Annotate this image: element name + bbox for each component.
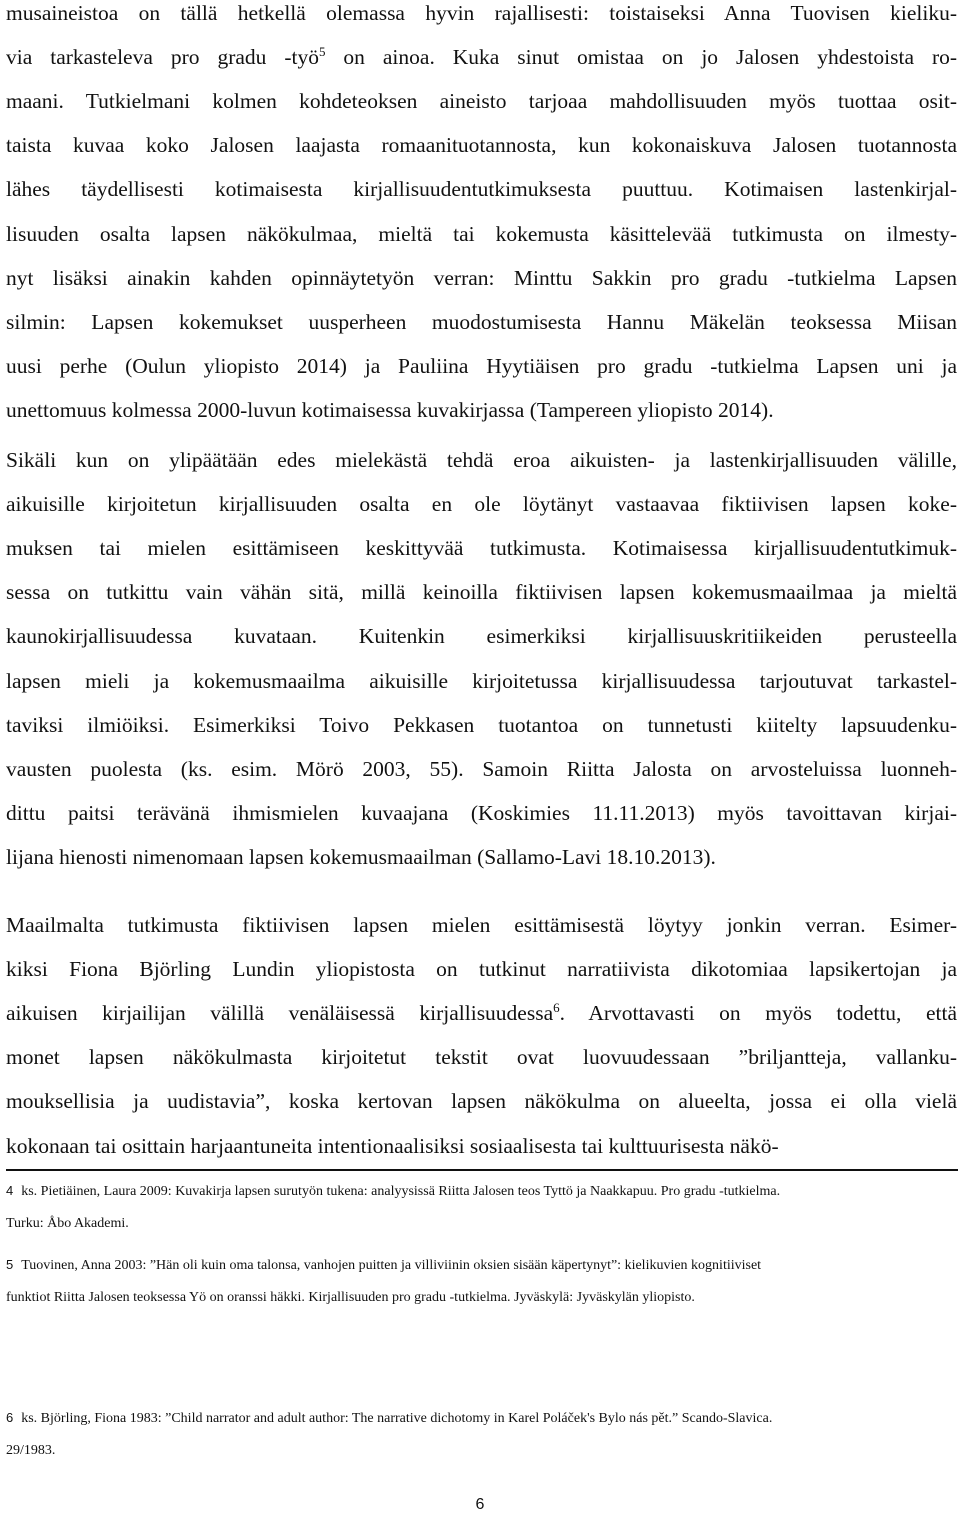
text-segment: taista kuvaa koko Jalosen laajasta romaanituotannosta, kun kokonaiskuva Jalosen tuotannosta: [6, 133, 957, 158]
page-number: 6: [475, 1496, 485, 1513]
text-line: [6, 756, 957, 782]
footnote-reference: 6: [553, 1000, 560, 1016]
text-line: [6, 221, 957, 247]
text-line: [6, 88, 957, 114]
text-line: [6, 176, 957, 202]
text-segment: monet lapsen näkökulmasta kirjoitetut tekstit ovat luovuudessaan ”briljantteja, vallanku-: [6, 1045, 957, 1070]
text-segment: Maailmalta tutkimusta fiktiivisen lapsen mielen esittämisestä löytyy jonkin verran. Esimer-: [6, 913, 957, 937]
text-line: [6, 535, 957, 561]
text-segment: Sikäli kun on ylipäätään edes mielekästä tehdä eroa aikuisten- ja lastenkirjallisuuden välille,: [6, 448, 957, 472]
text-segment: mouksellisia ja uudistavia”, koska kertovan lapsen näkökulma on alueelta, jossa ei olla vielä: [6, 1089, 957, 1114]
text-segment: . Arvottavasti on myös todettu, että: [559, 1001, 958, 1026]
text-line: [6, 712, 957, 738]
text-segment: taviksi ilmiöiksi. Esimerkiksi Toivo Pekkasen tuotantoa on tunnetusti kiitelty lapsuudenku-: [6, 712, 957, 737]
text-segment: lijana hienosti nimenomaan lapsen kokemusmaailman (Sallamo-Lavi 18.10.2013).: [6, 844, 716, 869]
footnote-text: ks. Pietiäinen, Laura 2009: Kuvakirja lapsen surutyön tukena: analyysissä Riitta Jalosen teos Tyttö ja Naakkapuu. Pro gradu -tutkielma.: [21, 1184, 781, 1199]
text-segment: kaunokirjallisuudessa kuvataan. Kuitenkin esimerkiksi kirjallisuuskritiikeiden perusteella: [6, 624, 957, 649]
text-segment: silmin: Lapsen kokemukset uusperheen muodostumisesta Hannu Mäkelän teoksessa Miisan: [6, 309, 957, 334]
footnote-separator: [6, 1169, 958, 1171]
footnote-reference: 5: [318, 43, 326, 59]
footnote-line: [6, 1289, 957, 1307]
text-segment: unettomuus kolmessa 2000-luvun kotimaisessa kuvakirjassa (Tampereen yliopisto 2014).: [6, 397, 774, 422]
footnote-line: [6, 1215, 957, 1233]
text-segment: kokonaan tai osittain harjaantuneita intentionaalisiksi sosiaalisesta tai kulttuurisesta näkö-: [6, 1133, 779, 1158]
text-segment: dittu paitsi terävänä ihmismielen kuvaajana (Koskimies 11.11.2013) myös tavoittavan kirjai-: [6, 800, 957, 825]
text-segment: sessa on tutkittu vain vähän sitä, millä keinoilla fiktiivisen lapsen kokemusmaailmaa ja mieltä: [6, 580, 957, 605]
text-segment: lähes täydellisesti kotimaisesta kirjallisuudentutkimuksesta puuttuu. Kotimaisen lastenkirjal-: [6, 177, 957, 202]
text-line: [6, 1000, 957, 1026]
text-line: [6, 1044, 957, 1070]
text-line: [6, 844, 957, 870]
footnote-line: [6, 1409, 957, 1428]
text-line: [6, 668, 957, 694]
text-line: [6, 956, 957, 982]
text-segment: maani. Tutkielmani kolmen kohdeteoksen aineisto tarjoaa mahdollisuuden myös tuottaa osit-: [6, 89, 957, 114]
text-segment: uusi perhe (Oulun yliopisto 2014) ja Pauliina Hyytiäisen pro gradu -tutkielma Lapsen uni ja: [6, 353, 957, 378]
text-line: [6, 912, 957, 938]
text-segment: muksen tai mielen esittämiseen keskittyvää tutkimusta. Kotimaisessa kirjallisuudentutkimuk-: [6, 536, 957, 561]
text-segment: nyt lisäksi ainakin kahden opinnäytetyön verran: Minttu Sakkin pro gradu -tutkielma Lapsen: [6, 265, 957, 290]
text-line: [6, 491, 957, 517]
footnote-text: Tuovinen, Anna 2003: ”Hän oli kuin oma talonsa, vanhojen puitten ja villiviinin oksien sisään käpertynyt”: kielikuvien kognitiiviset: [21, 1258, 762, 1273]
text-line: [6, 1133, 957, 1159]
text-line: [6, 0, 957, 26]
footnote-text: 29/1983.: [6, 1443, 56, 1458]
text-segment: aikuisille kirjoitetun kirjallisuuden osalta en ole löytänyt vastaavaa fiktiivisen lapsen koke-: [6, 492, 957, 517]
text-segment: via tarkasteleva pro gradu -työ: [6, 45, 319, 70]
footnote-text: ks. Björling, Fiona 1983: ”Child narrator and adult author: The narrative dichotomy in Karel Poláček's Bylo nás pět.” Scando-Slavica.: [21, 1411, 773, 1426]
footnote-number: 5: [6, 1257, 14, 1272]
text-line: [6, 265, 957, 291]
text-line: [6, 623, 957, 649]
text-segment: kiksi Fiona Björling Lundin yliopistosta on tutkinut narratiivista dikotomiaa lapsikertojan ja: [6, 957, 957, 982]
text-segment: on ainoa. Kuka sinut omistaa on jo Jalosen yhdestoista ro-: [325, 45, 958, 70]
footnote-text: funktiot Riitta Jalosen teoksessa Yö on oranssi häkki. Kirjallisuuden pro gradu -tutkielma. Jyväskylä: Jyväskylän yliopisto.: [6, 1290, 695, 1305]
text-line: [6, 397, 957, 423]
footnote-number: 4: [6, 1183, 14, 1198]
text-line: [6, 579, 957, 605]
text-line: [6, 44, 957, 70]
text-segment: vausten puolesta (ks. esim. Mörö 2003, 55). Samoin Riitta Jalosta on arvosteluissa luonneh-: [6, 756, 957, 781]
text-line: [6, 132, 957, 158]
footnote-line: [6, 1442, 957, 1460]
footnote-line: [6, 1182, 957, 1201]
footnote-line: [6, 1256, 957, 1275]
text-line: [6, 800, 957, 826]
text-segment: lisuuden osalta lapsen näkökulmaa, mieltä tai kokemusta käsittelevää tutkimusta on ilmesty-: [6, 221, 957, 246]
text-line: [6, 309, 957, 335]
text-line: [6, 1088, 957, 1114]
text-segment: musaineistoa on tällä hetkellä olemassa hyvin rajallisesti: toistaiseksi Anna Tuovisen kieliku-: [6, 1, 957, 25]
text-line: [6, 447, 957, 473]
text-line: [6, 353, 957, 379]
text-segment: aikuisen kirjailijan välillä venäläisessä kirjallisuudessa: [6, 1001, 554, 1026]
footnote-number: 6: [6, 1410, 14, 1425]
text-segment: lapsen mieli ja kokemusmaailma aikuisille kirjoitetussa kirjallisuudessa tarjoutuvat tarkastel-: [6, 668, 957, 693]
footnote-text: Turku: Åbo Akademi.: [6, 1216, 129, 1231]
